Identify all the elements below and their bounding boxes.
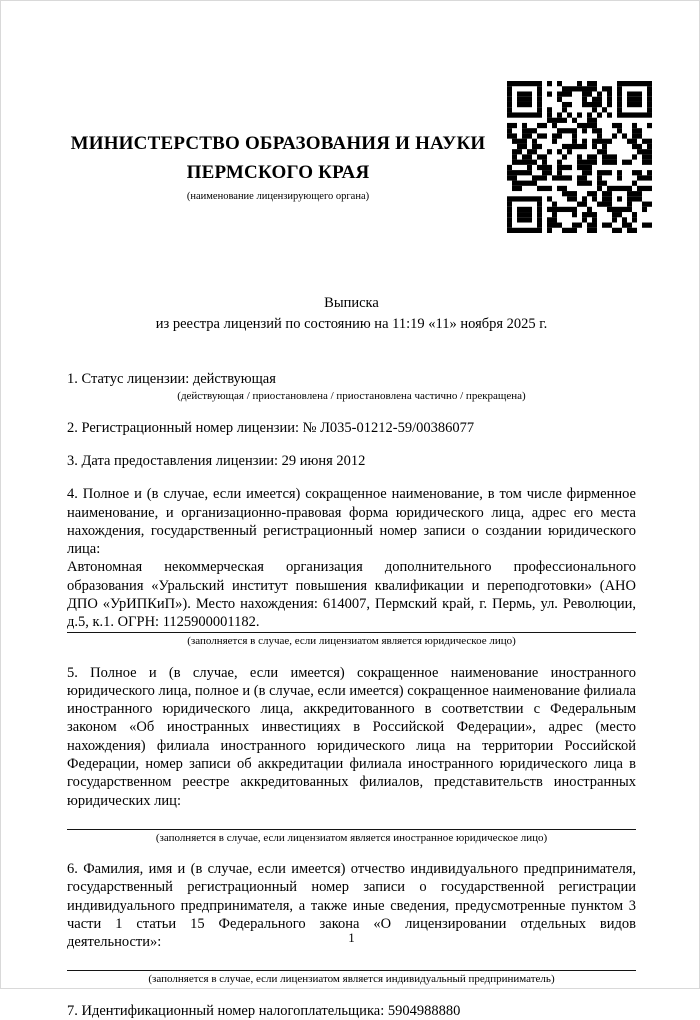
item-text: 3. Дата предоставления лицензии: 29 июня 2012 [67,452,366,469]
document-item-6 [67,860,636,987]
fill-line [67,632,636,633]
document-item-2 [67,419,636,437]
item-note: (заполняется в случае, если лицензиатом является иностранное юридическое лицо) [155,831,548,844]
item-value: Автономная некоммерческая организация дополнительного профессионального образования «Уральский институт повышения квалификации и переподготовки» (АНО ДПО «УрИПКиП»). Место нахождения: 614007, Пермский край, г. Пермь, ул. Революции, д.5, к.1. ОГРН: 1125900001182. [67,559,636,631]
fill-line [67,829,636,830]
licensing-authority-block [67,81,507,202]
ministry-name-line1: МИНИСТЕРСТВО ОБРАЗОВАНИЯ И НАУКИ [70,133,486,154]
title-line1: Выписка [324,295,379,311]
qr-code-icon [507,81,652,233]
document-header [1,81,699,233]
item-text: 6. Фамилия, имя и (в случае, если имеется) отчество индивидуального предпринимателя, государственный регистрационный номер записи о государственной регистрации индивидуального предпринимателя, а также иные сведения, предусмотренные пунктом 3 части 1 статьи 15 Федерального закона «О лицензировании отдельных видов деятельности»: [67,861,636,951]
page-number: 1 [348,930,355,945]
item-note: (заполняется в случае, если лицензиатом является индивидуальный предприниматель) [148,973,555,986]
item-note: (заполняется в случае, если лицензиатом является юридическое лицо) [187,635,516,648]
document-body [1,370,699,1020]
fill-line [67,970,636,971]
item-text: 2. Регистрационный номер лицензии: № Л035-01212-59/00386077 [67,419,475,436]
item-text: 4. Полное и (в случае, если имеется) сокращенное наименование, в том числе фирменное наименование, и организационно-правовая форма юридического лица, адрес его места нахождения, государственный регистрационный номер записи о создании юридического лица: [67,486,636,558]
empty-value-line [67,810,636,828]
item-note: (действующая / приостановлена / приостановлена частично / прекращена) [177,390,526,403]
document-item-3 [67,452,636,470]
ministry-name-line2: ПЕРМСКОГО КРАЯ [186,162,370,184]
item-text: 5. Полное и (в случае, если имеется) сокращенное наименование иностранного юридического лица, полное и (в случае, если имеется) сокращенное наименование филиала иностранного юридического лица, аккредитованного в соответствии с Федеральным законом «Об иностранных инвестициях в Российской Федерации», адрес (место нахождения) филиала иностранного юридического лица на территории Российской Федерации, номер записи об аккредитации филиала иностранного юридического лица в государственном реестре аккредитованных филиалов, представительств иностранных юридических лиц: [67,664,636,809]
document-item-4 [67,485,636,648]
empty-value-line [67,951,636,969]
item-text: 1. Статус лицензии: действующая [67,371,276,388]
document-item-1 [67,370,636,404]
document-title [1,293,699,334]
ministry-caption: (наименование лицензирующего органа) [186,190,370,202]
item-text: 7. Идентификационный номер налогоплательщика: 5904988880 [67,1002,461,1019]
document-item-5 [67,664,636,845]
document-item-7 [67,1002,636,1020]
title-line2: из реестра лицензий по состоянию на 11:19 «11» ноября 2025 г. [155,315,548,332]
